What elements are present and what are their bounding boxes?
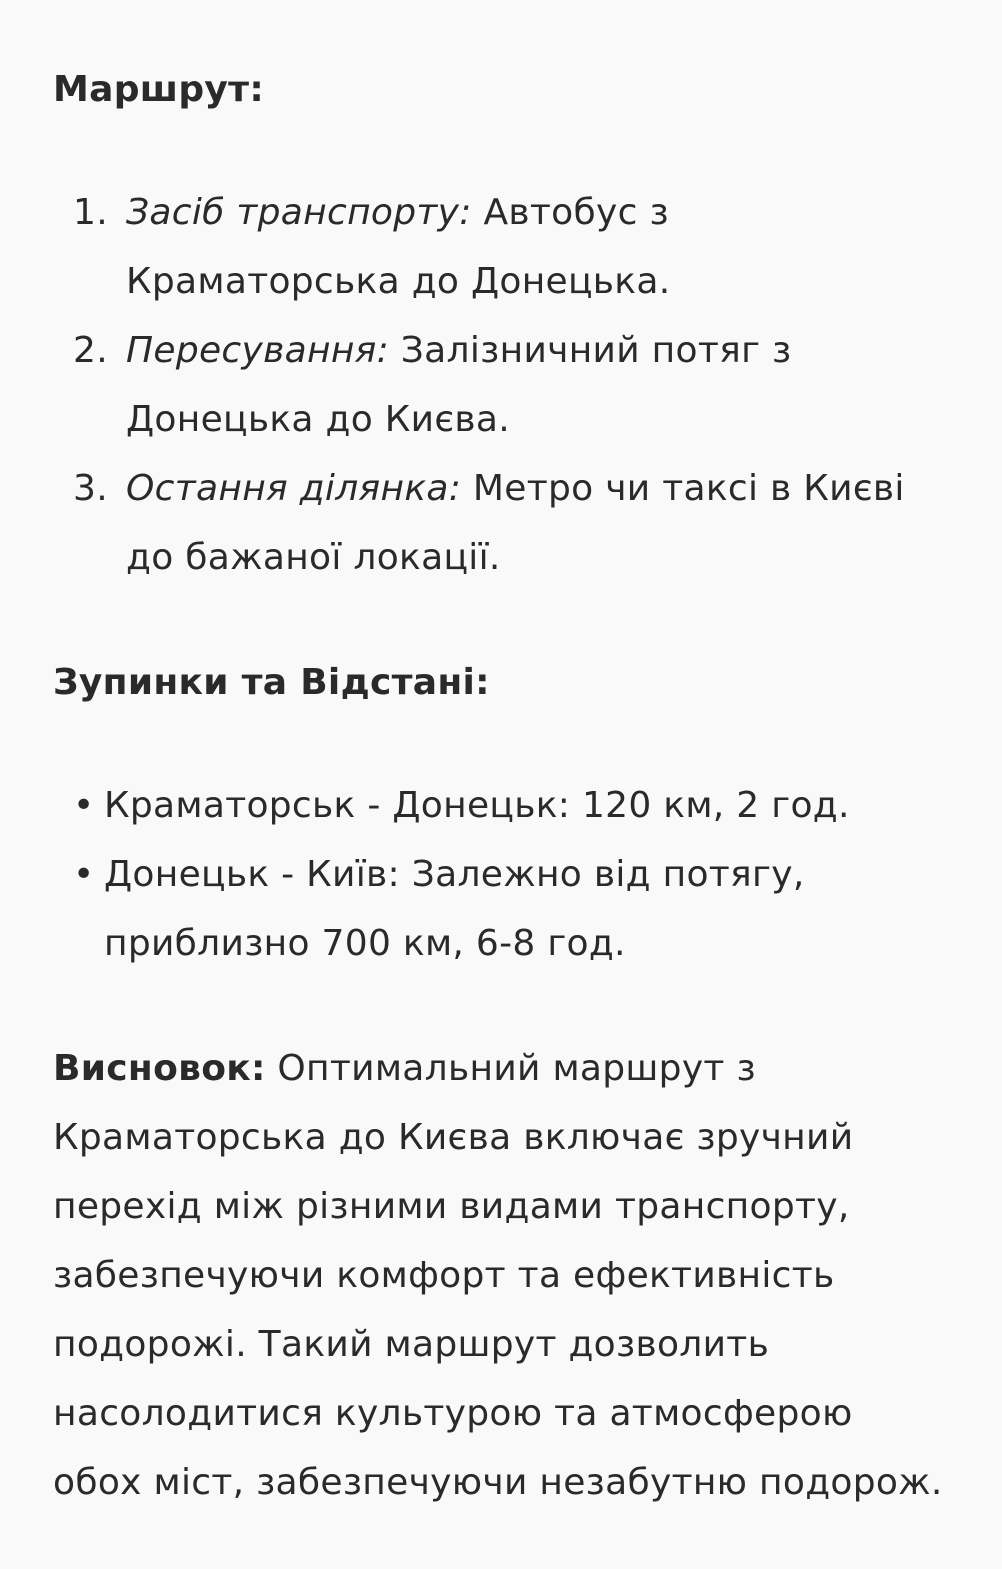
stops-item-2 xyxy=(53,840,963,978)
route-list xyxy=(53,178,953,592)
list-number: 2. xyxy=(73,330,108,371)
bullet-icon: • xyxy=(73,785,95,826)
list-number: 3. xyxy=(73,468,108,509)
route-item-label: Засіб транспорту: xyxy=(126,192,472,233)
route-item-label: Пересування: xyxy=(126,330,390,371)
route-item-3 xyxy=(53,454,953,592)
route-item-label: Остання ділянка: xyxy=(126,468,462,509)
conclusion-paragraph xyxy=(53,1034,953,1517)
conclusion-label: Висновок: xyxy=(53,1048,266,1089)
route-heading: Маршрут: xyxy=(53,69,265,110)
conclusion-text: Оптимальний маршрут з Краматорська до Києва включає зручний перехід між різними видами транспорту, забезпечуючи комфорт та ефективність подорожі. Такий маршрут дозволить насолодитися культурою та атмосферою обох міст, забезпечуючи незабутню подорож. xyxy=(53,1048,943,1503)
route-item-2 xyxy=(53,316,953,454)
stops-list xyxy=(53,771,963,978)
route-item-text: Метро чи таксі в Києві до бажаної локації. xyxy=(126,468,905,578)
list-number: 1. xyxy=(73,192,108,233)
stops-heading: Зупинки та Відстані: xyxy=(53,662,490,703)
stops-item-text: Краматорськ - Донецьк: 120 км, 2 год. xyxy=(104,785,850,826)
stops-item-text: Донецьк - Київ: Залежно від потягу, приблизно 700 км, 6-8 год. xyxy=(104,854,805,964)
route-item-1 xyxy=(53,178,953,316)
stops-item-1 xyxy=(53,771,963,840)
route-item-text: Автобус з Краматорська до Донецька. xyxy=(126,192,671,302)
bullet-icon: • xyxy=(73,854,95,895)
route-item-text: Залізничний потяг з Донецька до Києва. xyxy=(126,330,792,440)
